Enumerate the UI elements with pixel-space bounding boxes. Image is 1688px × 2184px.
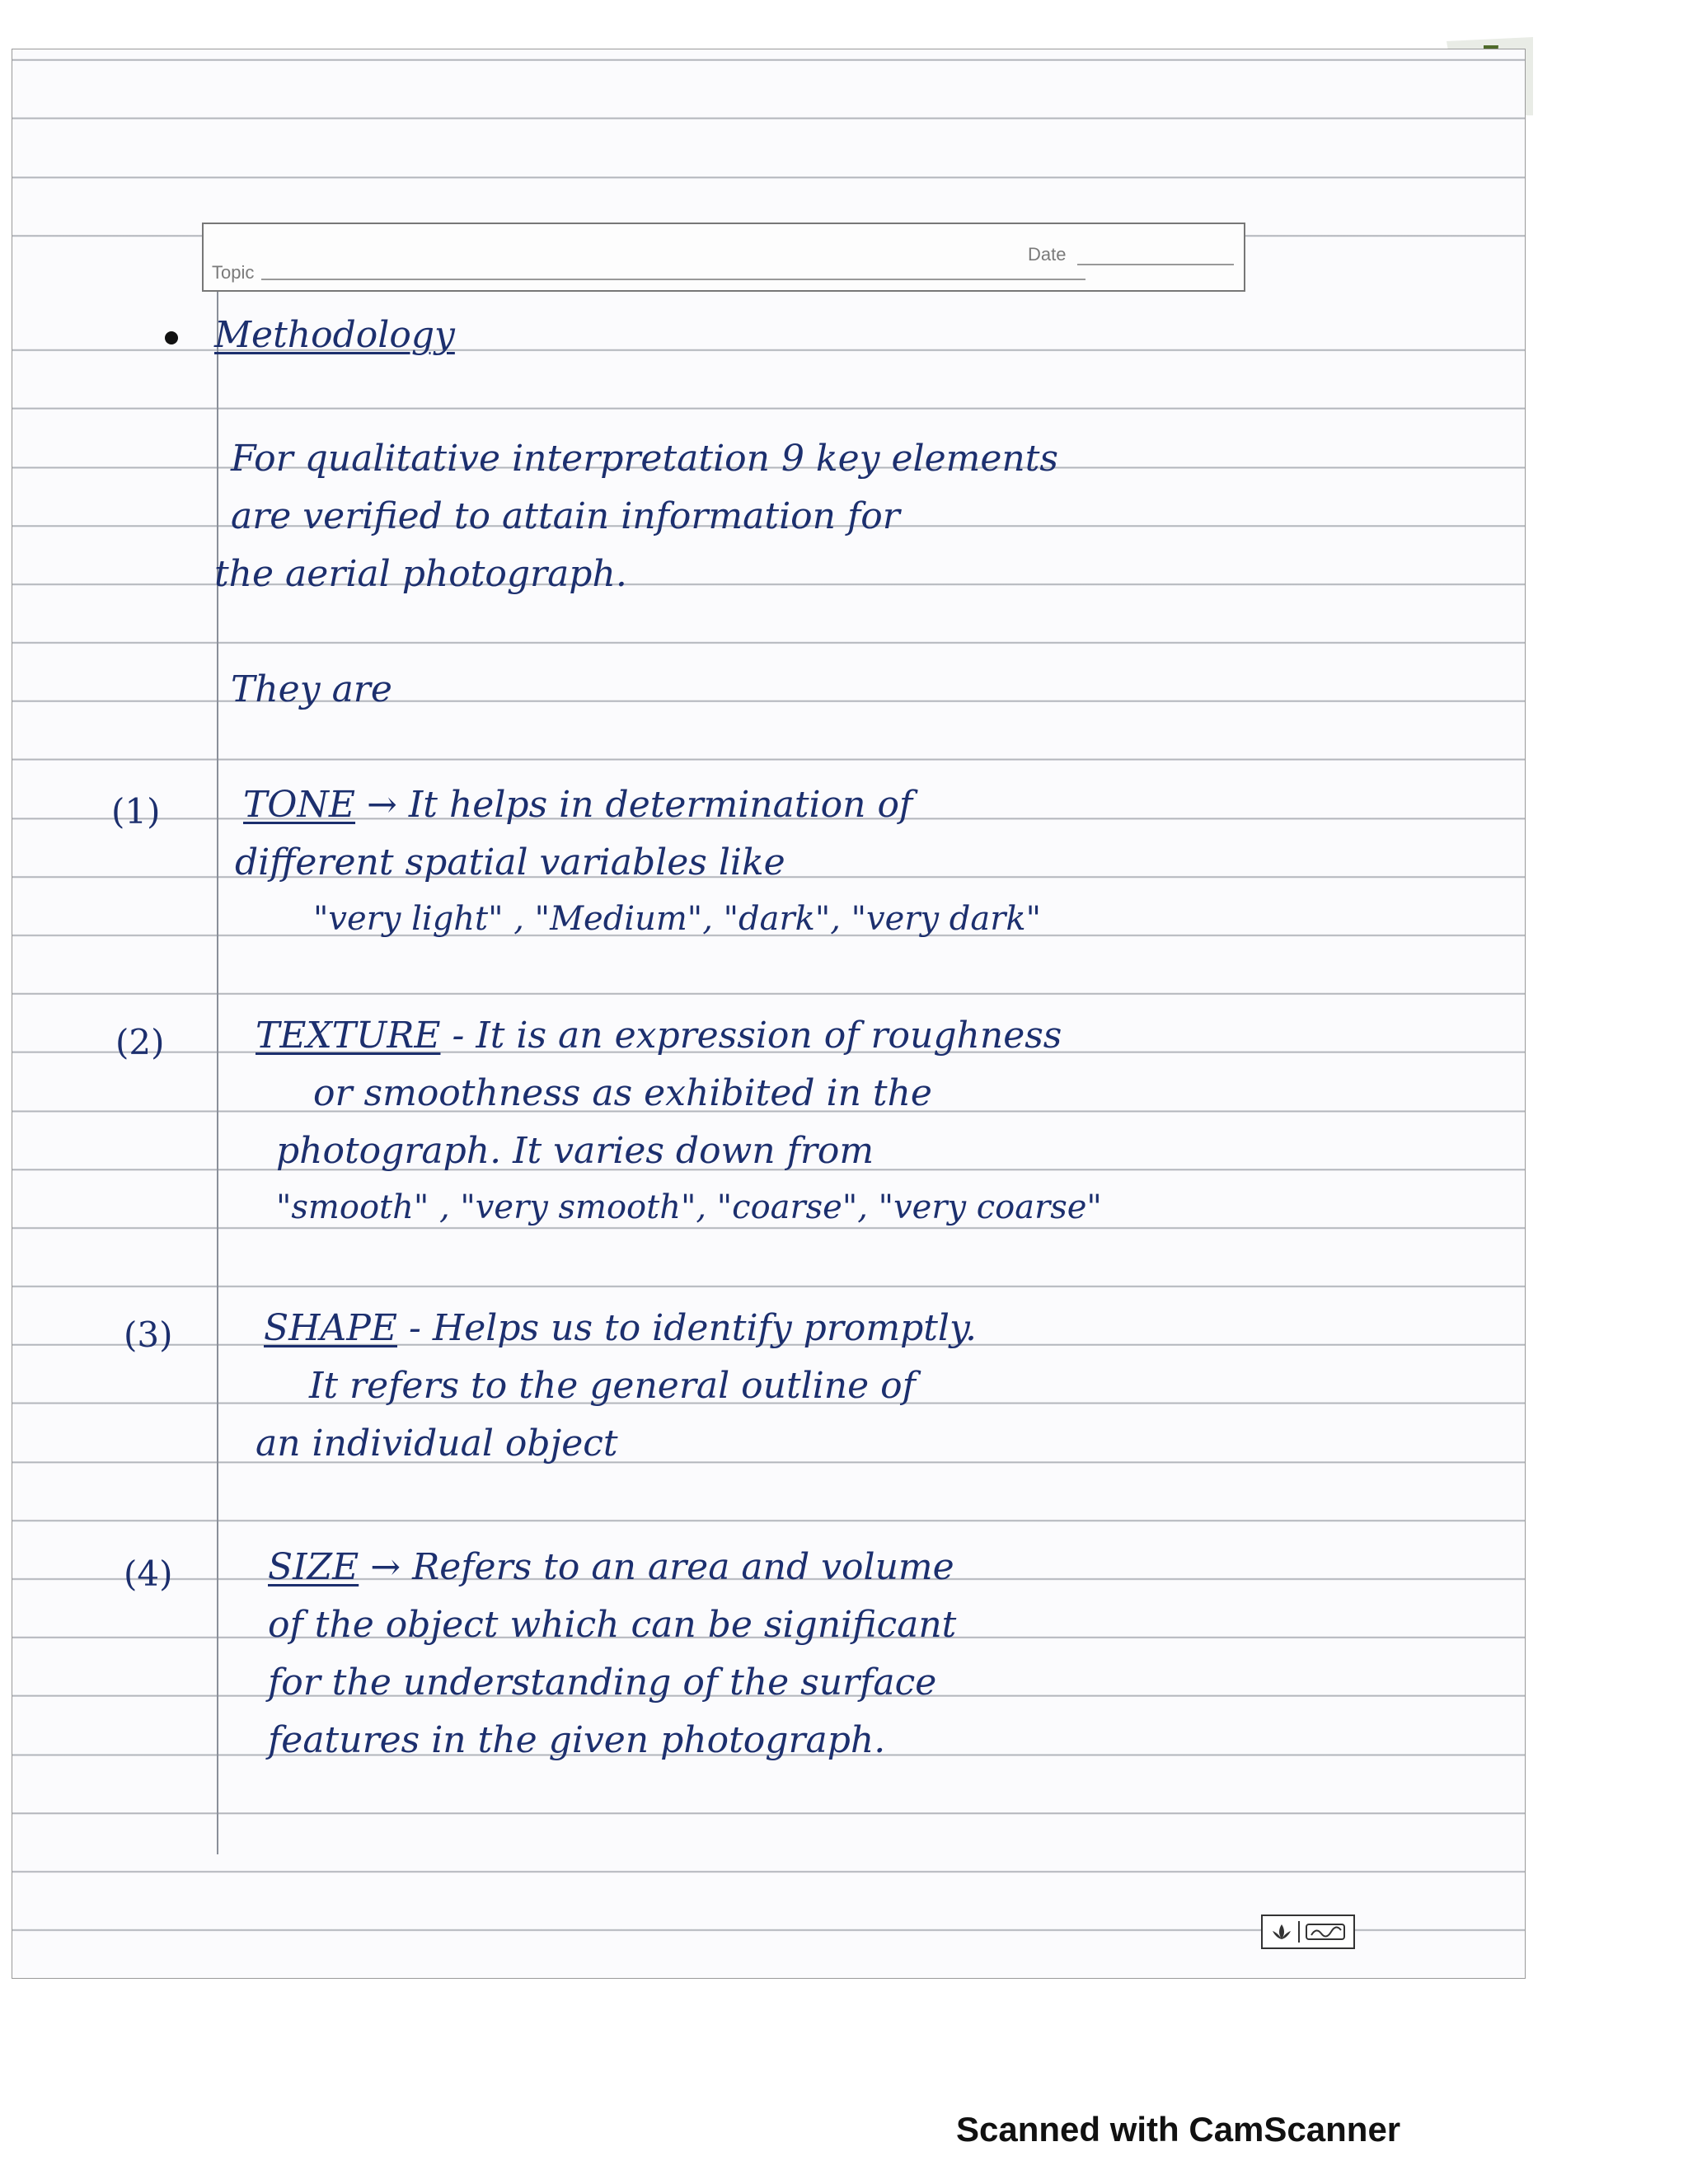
intro-line-1: For qualitative interpretation 9 key elements	[231, 438, 1058, 480]
lotus-icon	[1270, 1923, 1293, 1941]
item-1-term: TONE	[243, 784, 356, 826]
logo-divider	[1298, 1921, 1300, 1943]
item-4-heading	[268, 1546, 954, 1588]
item-number-3: (3)	[124, 1315, 173, 1355]
item-1-heading	[243, 784, 913, 826]
heading-bullet	[165, 331, 178, 344]
topic-label: Topic	[212, 262, 255, 283]
heading-methodology: Methodology	[214, 314, 455, 356]
item-2-line-4: "smooth" , "very smooth", "coarse", "very coarse"	[276, 1188, 1102, 1226]
item-2-line-2: or smoothness as exhibited in the	[313, 1072, 932, 1114]
item-4-line-2: of the object which can be significant	[268, 1604, 957, 1646]
item-3-separator: -	[409, 1307, 421, 1349]
item-number-4: (4)	[124, 1554, 173, 1594]
item-3-line-2: It refers to the general outline of	[309, 1365, 916, 1407]
item-4-line-1: Refers to an area and volume	[412, 1546, 954, 1588]
item-1-line-1: It helps in determination of	[408, 784, 913, 826]
item-number-1: (1)	[111, 791, 161, 832]
item-3-term: SHAPE	[264, 1307, 398, 1349]
they-are: They are	[231, 668, 392, 710]
item-3-line-1: Helps us to identify promptly.	[432, 1307, 977, 1349]
item-2-term: TEXTURE	[256, 1015, 441, 1057]
footer-text: Scanned with CamScanner	[956, 2110, 1401, 2149]
item-2-heading	[256, 1015, 1062, 1057]
item-1-line-2: different spatial variables like	[235, 841, 785, 883]
notebook-brand-logo	[1261, 1915, 1355, 1949]
item-3-heading	[264, 1307, 977, 1349]
margin-line	[217, 247, 218, 1854]
item-4-separator: →	[370, 1546, 401, 1588]
date-line	[1077, 264, 1234, 265]
item-2-separator: -	[452, 1015, 465, 1057]
item-1-separator: →	[367, 784, 397, 826]
item-4-line-4: features in the given photograph.	[268, 1719, 886, 1761]
item-2-line-1: It is an expression of roughness	[476, 1015, 1062, 1057]
item-4-term: SIZE	[268, 1546, 359, 1588]
topic-line	[261, 279, 1085, 280]
brand-mark-icon	[1305, 1922, 1346, 1942]
date-label: Date	[1028, 244, 1067, 265]
item-4-line-3: for the understanding of the surface	[268, 1661, 937, 1704]
header-box	[202, 223, 1245, 292]
intro-line-2: are verified to attain information for	[231, 495, 900, 537]
item-1-line-3: "very light" , "Medium", "dark", "very dark"	[313, 900, 1041, 938]
item-2-line-3: photograph. It varies down from	[276, 1130, 874, 1172]
intro-line-3: the aerial photograph.	[214, 553, 627, 595]
item-3-line-3: an individual object	[256, 1422, 618, 1465]
notebook-page	[12, 49, 1525, 1978]
item-number-2: (2)	[115, 1022, 165, 1062]
